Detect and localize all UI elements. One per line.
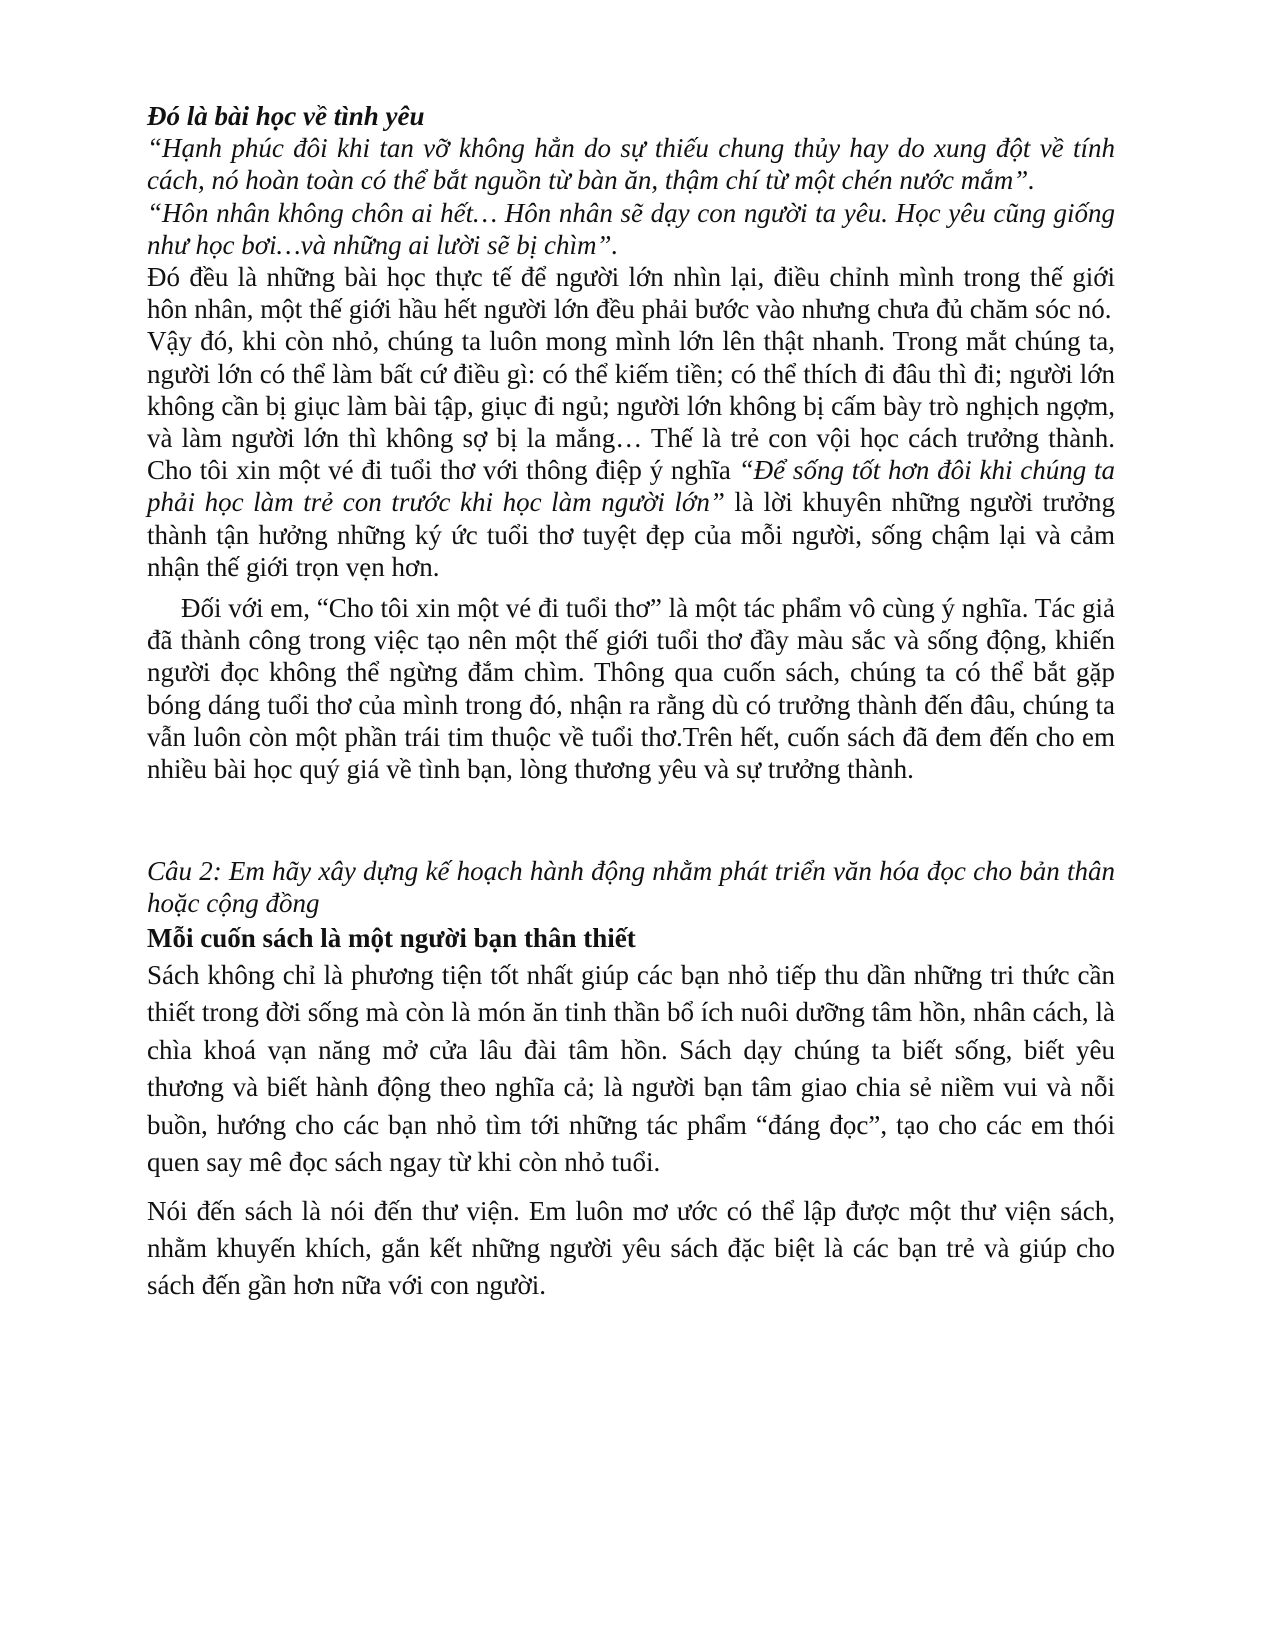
quote-paragraph: “Hạnh phúc đôi khi tan vỡ không hẳn do sự thiếu chung thủy hay do xung đột về tính cách, nó hoàn toàn có thể bắt nguồn từ bàn ăn, thậm chí từ một chén nước mắm”.: [147, 133, 1115, 196]
body-paragraph: Đối với em, “Cho tôi xin một vé đi tuổi thơ” là một tác phẩm vô cùng ý nghĩa. Tác giả đã thành công trong việc tạo nên một thế giới tuổi thơ đầy màu sắc và sống động, khiến người đọc không thể ngừng đắm chìm. Thông qua cuốn sách, chúng ta có thể bắt gặp bóng dáng tuổi thơ của mình trong đó, nhận ra rằng dù có trưởng thành đến đâu, chúng ta vẫn luôn còn một phần trái tim thuộc về tuổi thơ.Trên hết, cuốn sách đã đem đến cho em nhiều bài học quý giá về tình bạn, lòng thương yêu và sự trưởng thành.: [147, 593, 1115, 785]
question-text: Câu 2: Em hãy xây dựng kế hoạch hành động nhằm phát triển văn hóa đọc cho bản thân hoặc cộng đồng: [147, 856, 1115, 919]
quote-paragraph: “Hôn nhân không chôn ai hết… Hôn nhân sẽ dạy con người ta yêu. Học yêu cũng giống như học bơi…và những ai lười sẽ bị chìm”.: [147, 197, 1115, 260]
body-text: Vậy đó, khi còn nhỏ, chúng ta luôn mong mình lớn lên thật nhanh. Trong mắt chúng ta, người lớn có thể làm bất cứ điều gì: có thể kiếm tiền; có thể thích đi đâu thì đi; người lớn không cần bị giục làm bài tập, giục đi ngủ; người lớn không bị cấm bày trò nghịch ngợm, và làm người lớn thì không sợ bị la mắng… Thế là trẻ con vội học cách trưởng thành. Cho tôi xin một vé đi tuổi thơ với thông điệp ý nghĩa: [147, 326, 1115, 486]
section-book-friend: [147, 920, 1115, 1305]
section-love-lesson: [147, 100, 1115, 920]
document-page: [147, 100, 1115, 1305]
section-heading: Mỗi cuốn sách là một người bạn thân thiết: [147, 922, 636, 953]
body-paragraph: Sách không chỉ là phương tiện tốt nhất giúp các bạn nhỏ tiếp thu dần những tri thức cần thiết trong đời sống mà còn là món ăn tinh thần bổ ích nuôi dưỡng tâm hồn, nhân cách, là chìa khoá vạn năng mở cửa lâu đài tâm hồn. Sách dạy chúng ta biết sống, biết yêu thương và biết hành động theo nghĩa cả; là người bạn tâm giao chia sẻ niềm vui và nỗi buồn, hướng cho các bạn nhỏ tìm tới những tác phẩm “đáng đọc”, tạo cho các em thói quen say mê đọc sách ngay từ khi còn nhỏ tuổi.: [147, 960, 1115, 1178]
italic-quote: “Để sống tốt hơn đôi khi chúng ta phải học làm trẻ con trước khi học làm người lớn”: [147, 455, 1115, 518]
section-heading: Đó là bài học về tình yêu: [147, 101, 425, 131]
body-text: là lời khuyên những người trưởng thành tận hưởng những ký ức tuổi thơ tuyệt đẹp của mỗi người, sống chậm lại và cảm nhận thế giới trọn vẹn hơn.: [147, 487, 1115, 582]
body-paragraph: Nói đến sách là nói đến thư viện. Em luôn mơ ước có thể lập được một thư viện sách, nhằm khuyến khích, gắn kết những người yêu sách đặc biệt là các bạn trẻ và giúp cho sách đến gần hơn nữa với con người.: [147, 1195, 1115, 1301]
body-paragraph: [147, 325, 1115, 583]
body-paragraph: Đó đều là những bài học thực tế để người lớn nhìn lại, điều chỉnh mình trong thế giới hôn nhân, một thế giới hầu hết người lớn đều phải bước vào nhưng chưa đủ chăm sóc nó.: [147, 262, 1115, 325]
